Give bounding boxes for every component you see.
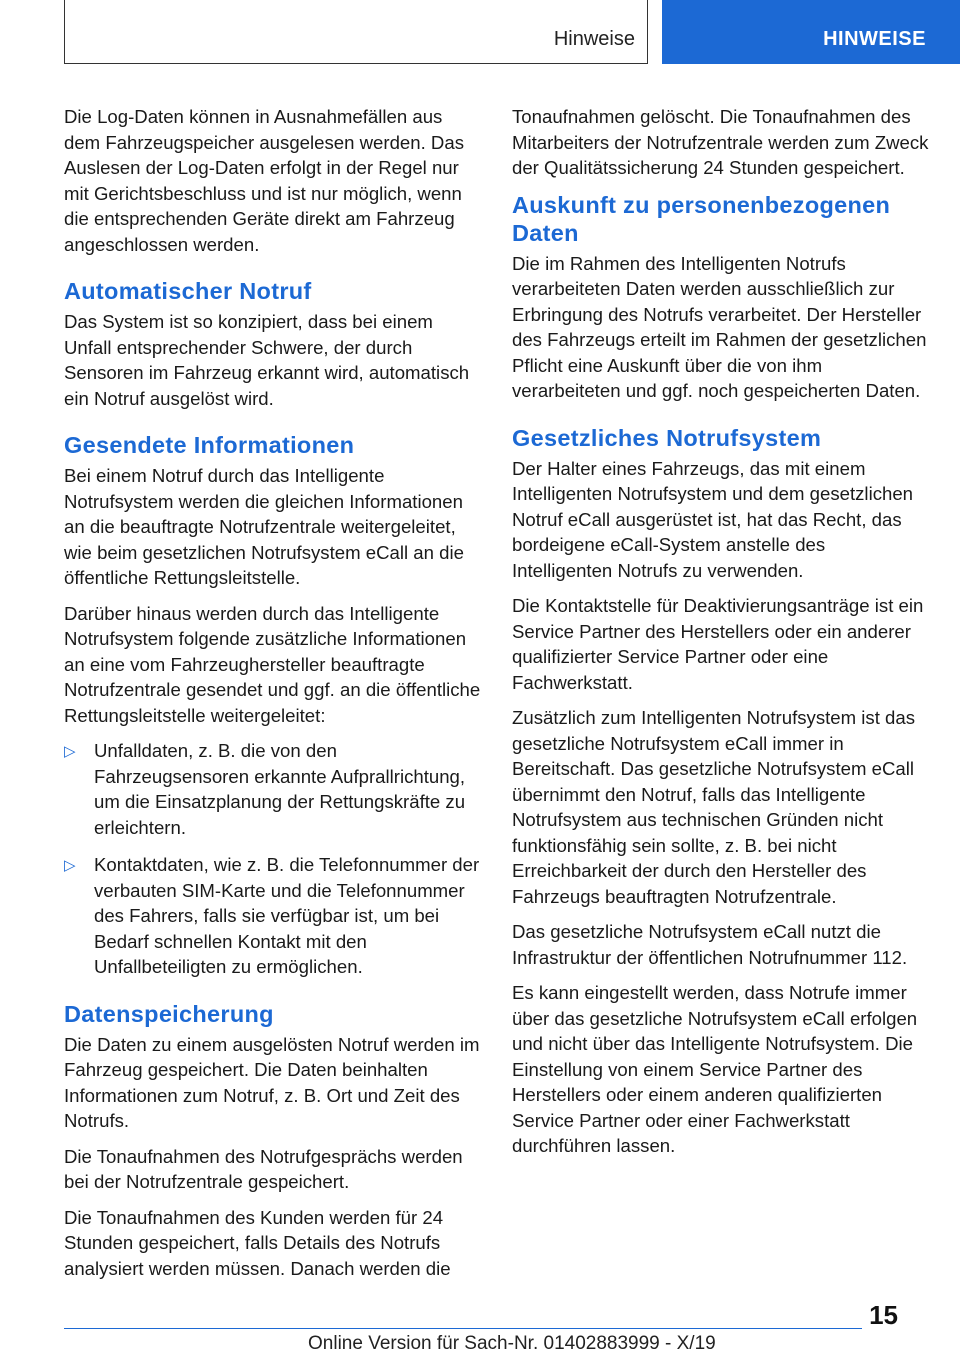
list-item	[64, 738, 482, 840]
section-label: Hinweise	[553, 28, 635, 50]
heading-automatischer-notruf: Automatischer Notruf	[64, 278, 312, 304]
list-item-text: Unfalldaten, z. B. die von den Fahrzeugsensoren erkannte Aufprallrichtung, um die Einsatzplanung der Rettungskräfte zu erleichtern.	[94, 740, 466, 838]
chapter-tab	[662, 0, 960, 64]
paragraph-gesetzlich-1: Der Halter eines Fahrzeugs, das mit einem Intelligenten Notrufsystem und dem gesetzlichen Notruf eCall ausgerüstet ist, hat das Recht, das bordeigene eCall-System anstelle des Intelligenten Notrufs zu verwenden.	[512, 457, 914, 581]
chapter-tab-label: HINWEISE	[823, 28, 926, 50]
paragraph-auskunft: Die im Rahmen des Intelligenten Notrufs verarbeiteten Daten werden ausschließlich zur Erbringung des Notrufs verarbeitet. Der Hersteller des Fahrzeugs erteilt im Rahmen der gesetzlichen Pflicht eine Auskunft über die von ihm verarbeiteten und ggf. noch gespeicherten Daten.	[512, 252, 927, 401]
paragraph-gesetzlich-2: Die Kontaktstelle für Deaktivierungsanträge ist ein Service Partner des Herstellers oder ein anderer qualifizierter Service Partner oder eine Fachwerkstatt.	[512, 595, 924, 693]
triangle-bullet-icon: ▷	[64, 743, 76, 760]
heading-datenspeicherung: Datenspeicherung	[64, 1000, 274, 1027]
paragraph-datenspeicherung-3: Die Tonaufnahmen des Kunden werden für 24 Stunden gespeichert, falls Details des Notrufs analysiert werden müssen. Danach werden die	[64, 1206, 451, 1279]
right-column	[512, 104, 930, 1169]
paragraph-automatischer-notruf: Das System ist so konzipiert, dass bei einem Unfall entsprechender Schwere, der durch Sensoren im Fahrzeug erkannt wird, automatisch ein Notruf ausgelöst wird.	[64, 311, 470, 409]
paragraph-gesendete-informationen-2: Darüber hinaus werden durch das Intelligente Notrufsystem folgende zusätzliche Informationen an eine vom Fahrzeughersteller beauftragte Notrufzentrale gesendet und ggf. an die öffentliche Rettungsleitstelle weitergeleitet:	[64, 602, 481, 726]
heading-auskunft: Auskunft zu personenbezogenen Daten	[512, 191, 891, 246]
heading-gesendete-informationen: Gesendete Informationen	[64, 432, 355, 458]
heading-gesetzliches-notrufsystem: Gesetzliches Notrufsystem	[512, 424, 822, 451]
page-number: 15	[869, 1300, 898, 1330]
paragraph-datenspeicherung-1: Die Daten zu einem ausgelösten Notruf werden im Fahrzeug gespeichert. Die Daten beinhalten Informationen zum Notruf, z. B. Ort und Zeit des Notrufs.	[64, 1033, 480, 1131]
list-item	[64, 852, 482, 980]
paragraph-gesetzlich-3: Zusätzlich zum Intelligenten Notrufsystem ist das gesetzliche Notrufsystem eCall immer in Bereitschaft. Das gesetzliche Notrufsystem eCall übernimmt den Notruf, falls das Intelligente Notrufsystem aus technischen Gründen nicht funktionsfähig sein sollte, z. B. bei nicht Erreichbarkeit der durch den Hersteller des Fahrzeugs beauftragten Notrufzentrale.	[512, 707, 916, 907]
triangle-bullet-icon: ▷	[64, 857, 76, 874]
paragraph-log-data: Die Log-Daten können in Ausnahmefällen aus dem Fahrzeugspeicher ausgelesen werden. Das Auslesen der Log-Daten erfolgt in der Regel nur mit Gerichtsbeschluss und ist nur möglich, wenn die entsprechenden Geräte direkt am Fahrzeug angeschlossen werden.	[64, 106, 464, 255]
bullet-list	[64, 738, 482, 980]
paragraph-continuation: Tonaufnahmen gelöscht. Die Tonaufnahmen des Mitarbeiters der Notrufzentrale werden zum Zweck der Qualitätssicherung 24 Stunden gespeichert.	[512, 106, 929, 178]
footer-divider	[64, 1328, 862, 1329]
paragraph-gesendete-informationen-1: Bei einem Notruf durch das Intelligente Notrufsystem werden die gleichen Informationen an die beauftragte Notrufzentrale weitergeleitet, wie beim gesetzlichen Notrufsystem eCall an die öffentliche Rettungsleitstelle.	[64, 465, 464, 588]
footer-online-version: Online Version für Sach-Nr. 01402883999 - X/19	[308, 1333, 716, 1354]
header-frame	[64, 0, 648, 64]
paragraph-datenspeicherung-2: Die Tonaufnahmen des Notrufgesprächs werden bei der Notrufzentrale gespeichert.	[64, 1145, 463, 1192]
paragraph-gesetzlich-4: Das gesetzliche Notrufsystem eCall nutzt die Infrastruktur der öffentlichen Notrufnummer 112.	[512, 921, 908, 968]
left-column	[64, 104, 482, 1291]
list-item-text: Kontaktdaten, wie z. B. die Telefonnummer der verbauten SIM-Karte und die Telefonnummer des Fahrers, falls sie verfügbar ist, um bei Bedarf schnellen Kontakt mit den Unfallbeteiligten zu ermöglichen.	[94, 854, 480, 977]
paragraph-gesetzlich-5: Es kann eingestellt werden, dass Notrufe immer über das gesetzliche Notrufsystem eCall erfolgen und nicht über das Intelligente Notrufsystem. Die Einstellung von einem Service Partner des Herstellers oder einem anderen qualifizierten Service Partner oder einer Fachwerkstatt durchführen lassen.	[512, 982, 918, 1156]
